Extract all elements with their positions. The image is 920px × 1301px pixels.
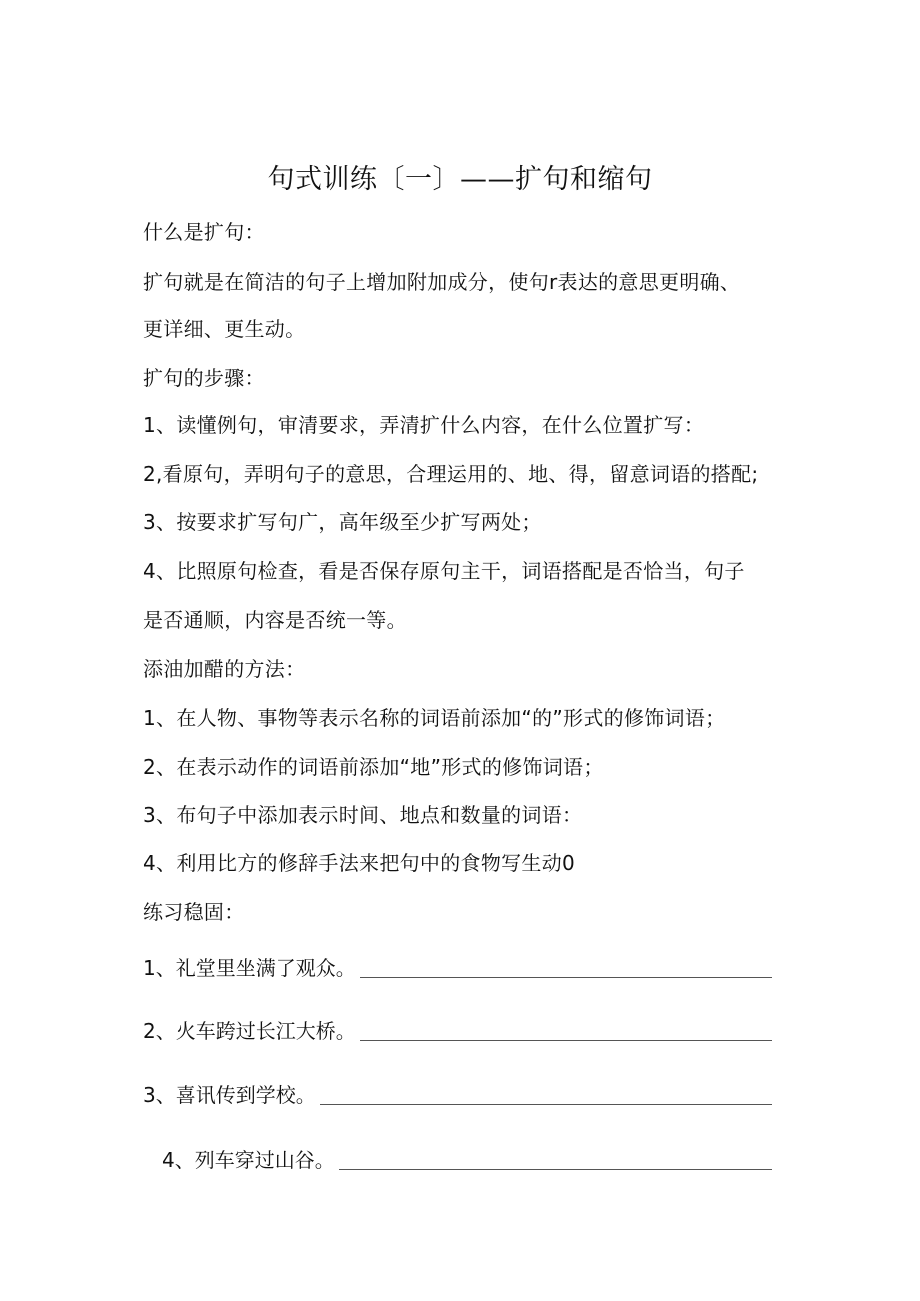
definition-line-1: 扩句就是在简洁的句子上增加附加成分，使句r表达的意思更明确、 bbox=[143, 270, 741, 294]
answer-blank[interactable] bbox=[360, 1040, 772, 1041]
page-title: 句式训练〔一〕——扩句和缩句 bbox=[267, 164, 653, 195]
step-4-line-1: 4、比照原句检查，看是否保存原句主干，词语搭配是否恰当，句子 bbox=[143, 559, 745, 583]
method-2: 2、在表示动作的词语前添加“地”形式的修饰词语； bbox=[143, 755, 604, 779]
steps-heading: 扩句的步骤： bbox=[143, 366, 265, 390]
answer-blank[interactable] bbox=[339, 1169, 772, 1170]
definition-line-2: 更详细、更生动。 bbox=[143, 317, 306, 341]
step-2: 2,看原句，弄明句子的意思，合理运用的、地、得，留意词语的搭配; bbox=[143, 462, 759, 486]
exercise-sentence: 4、列车穿过山谷。 bbox=[162, 1148, 335, 1172]
exercise-sentence: 1、礼堂里坐满了观众。 bbox=[143, 956, 356, 980]
exercise-row bbox=[143, 1019, 772, 1043]
step-1: 1、读懂例句，审清要求，弄清扩什么内容，在什么位置扩写： bbox=[143, 413, 705, 437]
exercise-row bbox=[162, 1148, 772, 1172]
exercise-row bbox=[143, 1083, 772, 1107]
step-3: 3、按要求扩写句广，高年级至少扩写两处； bbox=[143, 510, 542, 534]
answer-blank[interactable] bbox=[360, 977, 772, 978]
exercise-row bbox=[143, 956, 772, 980]
exercise-sentence: 3、喜讯传到学校。 bbox=[143, 1083, 316, 1107]
answer-blank[interactable] bbox=[320, 1104, 772, 1105]
exercise-sentence: 2、火车跨过长江大桥。 bbox=[143, 1019, 356, 1043]
what-is-heading: 什么是扩句： bbox=[143, 220, 265, 244]
method-heading: 添油加醋的方法： bbox=[143, 657, 306, 681]
step-4-line-2: 是否通顺，内容是否统一等。 bbox=[143, 608, 407, 632]
practice-heading: 练习稳固： bbox=[143, 900, 245, 924]
method-3: 3、布句子中添加表示时间、地点和数量的词语： bbox=[143, 803, 583, 827]
method-4: 4、利用比方的修辞手法来把句中的食物写生动0 bbox=[143, 851, 576, 875]
method-1: 1、在人物、事物等表示名称的词语前添加“的”形式的修饰词语； bbox=[143, 706, 726, 730]
